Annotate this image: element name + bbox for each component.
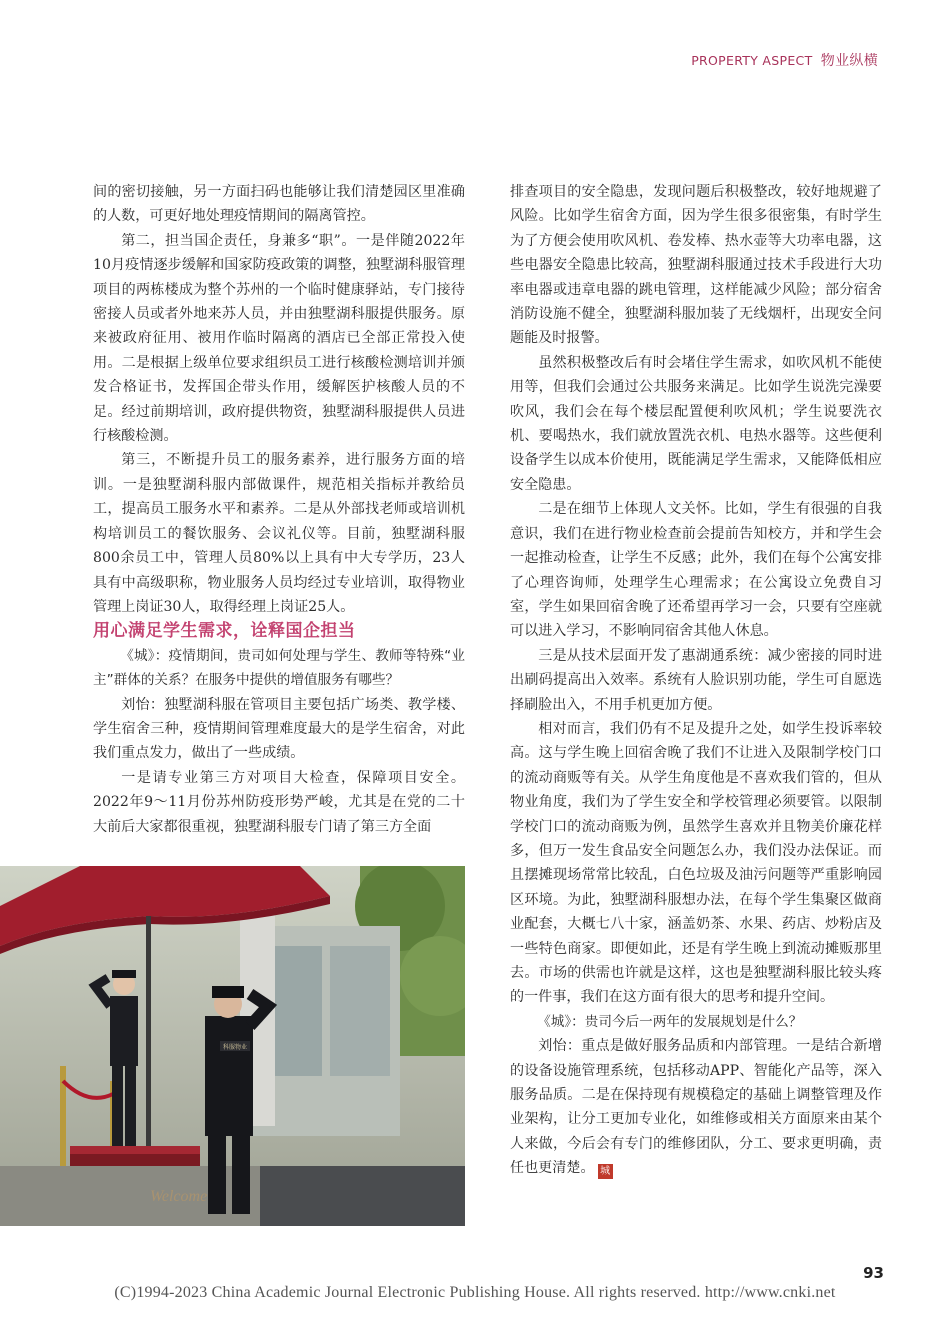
copyright-footer: (C)1994-2023 China Academic Journal Electronic Publishing House. All rights reserved. http://www.cnki.net — [114, 1284, 836, 1301]
paragraph: 一是请专业第三方对项目大检查，保障项目安全。2022年9～11月份苏州防疫形势严峻，尤其是在党的二十大前后大家都很重视，独墅湖科服专门请了第三方全面 — [93, 769, 465, 835]
paragraph: 第三，不断提升员工的服务素养，进行服务方面的培训。一是独墅湖科服内部做课件，规范相关指标并教给员工，提高员工服务水平和素养。二是从外部找老师或培训机构培训员工的餐饮服务、会议礼仪等。目前，独墅湖科服800余员工中，管理人员80%以上具有中大专学历，23人具有中高级职称，物业服务人员均经过专业培训，取得物业管理上岗证30人，取得经理上岗证25人。 — [93, 452, 465, 615]
paragraph: 排查项目的安全隐患，发现问题后积极整改，较好地规避了风险。比如学生宿舍方面，因为学生很多很密集，有时学生为了方便会使用吹风机、卷发棒、热水壶等大功率电器，这些电器安全隐患比较高，独墅湖科服通过技术手段进行大功率电器或违章电器的跳电管理，这样能减少风险；部分宿舍消防设施不健全，独墅湖科服加装了无线烟杆，出现安全问题能及时报警。 — [510, 184, 882, 347]
uniform-badge-text: 科服物业 — [223, 1044, 248, 1051]
security-guard-photo — [0, 866, 465, 1226]
paragraph: 二是在细节上体现人文关怀。比如，学生有很强的自我意识，我们在进行物业检查前会提前告知校方，并和学生会一起推动检查，让学生不反感；此外，我们在每个公寓安排了心理咨询师，处理学生心理需求；在公寓设立免费自习室，学生如果回宿舍晚了还希望再学习一会，只要有空座就可以进入学习，不影响同宿舍其他人休息。 — [510, 501, 882, 640]
end-mark-icon: 城 — [598, 1164, 613, 1179]
interview-question: 《城》：疫情期间，贵司如何处理与学生、教师等特殊“业主”群体的关系？在服务中提供的增值服务有哪些？ — [93, 647, 465, 689]
page-number: 93 — [863, 1264, 884, 1282]
interview-answer — [510, 1034, 882, 1180]
interview-question: 《城》：贵司今后一两年的发展规划是什么？ — [537, 1013, 803, 1030]
section-title: 用心满足学生需求，诠释国企担当 — [93, 621, 356, 642]
photo-illustration — [0, 866, 465, 1226]
right-column — [510, 180, 882, 1181]
paragraph: 第二，担当国企责任，身兼多“职”。一是伴随2022年10月疫情逐步缓解和国家防疫政策的调整，独墅湖科服管理项目的两栋楼成为整个苏州的一个临时健康驿站，专门接待密接人员或者外地来苏人员，并由独墅湖科服提供服务。原来被政府征用、被用作临时隔离的酒店已全部正常投入使用。二是根据上级单位要求组织员工进行核酸检测培训并颁发合格证书，发挥国企带头作用，缓解医护核酸人员的不足。经过前期培训，政府提供物资，独墅湖科服提供人员进行核酸检测。 — [93, 232, 465, 445]
running-header — [691, 50, 878, 70]
header-chinese: 物业纵横 — [820, 53, 878, 69]
welcome-mat-text: Welcome — [150, 1188, 208, 1205]
paragraph: 相对而言，我们仍有不足及提升之处，如学生投诉率较高。这与学生晚上回宿舍晚了我们不让进入及限制学校门口的流动商贩等有关。从学生角度他是不喜欢我们管的，但从物业角度，我们为了学生安全和学校管理必须要管。以限制学校门口的流动商贩为例，虽然学生喜欢并且物美价廉花样多，但万一发生食品安全问题怎么办，我们没办法保证。而且摆摊现场常常比较乱，白色垃圾及油污问题等严重影响园区环境。为此，独墅湖科服想办法，在每个学生集聚区做商业配套，大概七八十家，涵盖奶茶、水果、药店、炒粉店及一些特色商家。即便如此，还是有学生晚上到流动摊贩那里去。市场的供需也许就是这样，这也是独墅湖科服比较头疼的一件事，我们在这方面有很大的思考和提升空间。 — [510, 720, 882, 1006]
left-column — [93, 180, 465, 839]
header-english: PROPERTY ASPECT — [691, 53, 813, 68]
paragraph: 虽然积极整改后有时会堵住学生需求，如吹风机不能使用等，但我们会通过公共服务来满足。比如学生说洗完澡要吹风，我们会在每个楼层配置便利吹风机；学生说要洗衣机、要喝热水，我们就放置洗衣机、电热水器等。这些便利设备学生以成本价使用，既能满足学生需求，又能降低相应安全隐患。 — [510, 354, 882, 493]
paragraph: 三是从技术层面开发了惠湖通系统：减少密接的同时进出刷码提高出入效率。系统有人脸识别功能，学生可自愿选择刷脸出入，不用手机更加方便。 — [510, 647, 882, 713]
interview-answer: 刘怡：独墅湖科服在管项目主要包括广场类、教学楼、学生宿舍三种，疫情期间管理难度最大的是学生宿舍，对此我们重点发力，做出了一些成绩。 — [93, 696, 465, 762]
answer-text: 刘怡：重点是做好服务品质和内部管理。一是结合新增的设备设施管理系统，包括移动APP、智能化产品等，深入服务品质。二是在保持现有规模稳定的基础上调整管理及作业架构，让分工更加专业化，如维修或相关方面原来由某个人来做，今后会有专门的维修团队，分工、要求更明确，责任也更清楚。 — [510, 1038, 882, 1177]
paragraph: 间的密切接触，另一方面扫码也能够让我们清楚园区里准确的人数，可更好地处理疫情期间的隔离管控。 — [93, 184, 465, 225]
